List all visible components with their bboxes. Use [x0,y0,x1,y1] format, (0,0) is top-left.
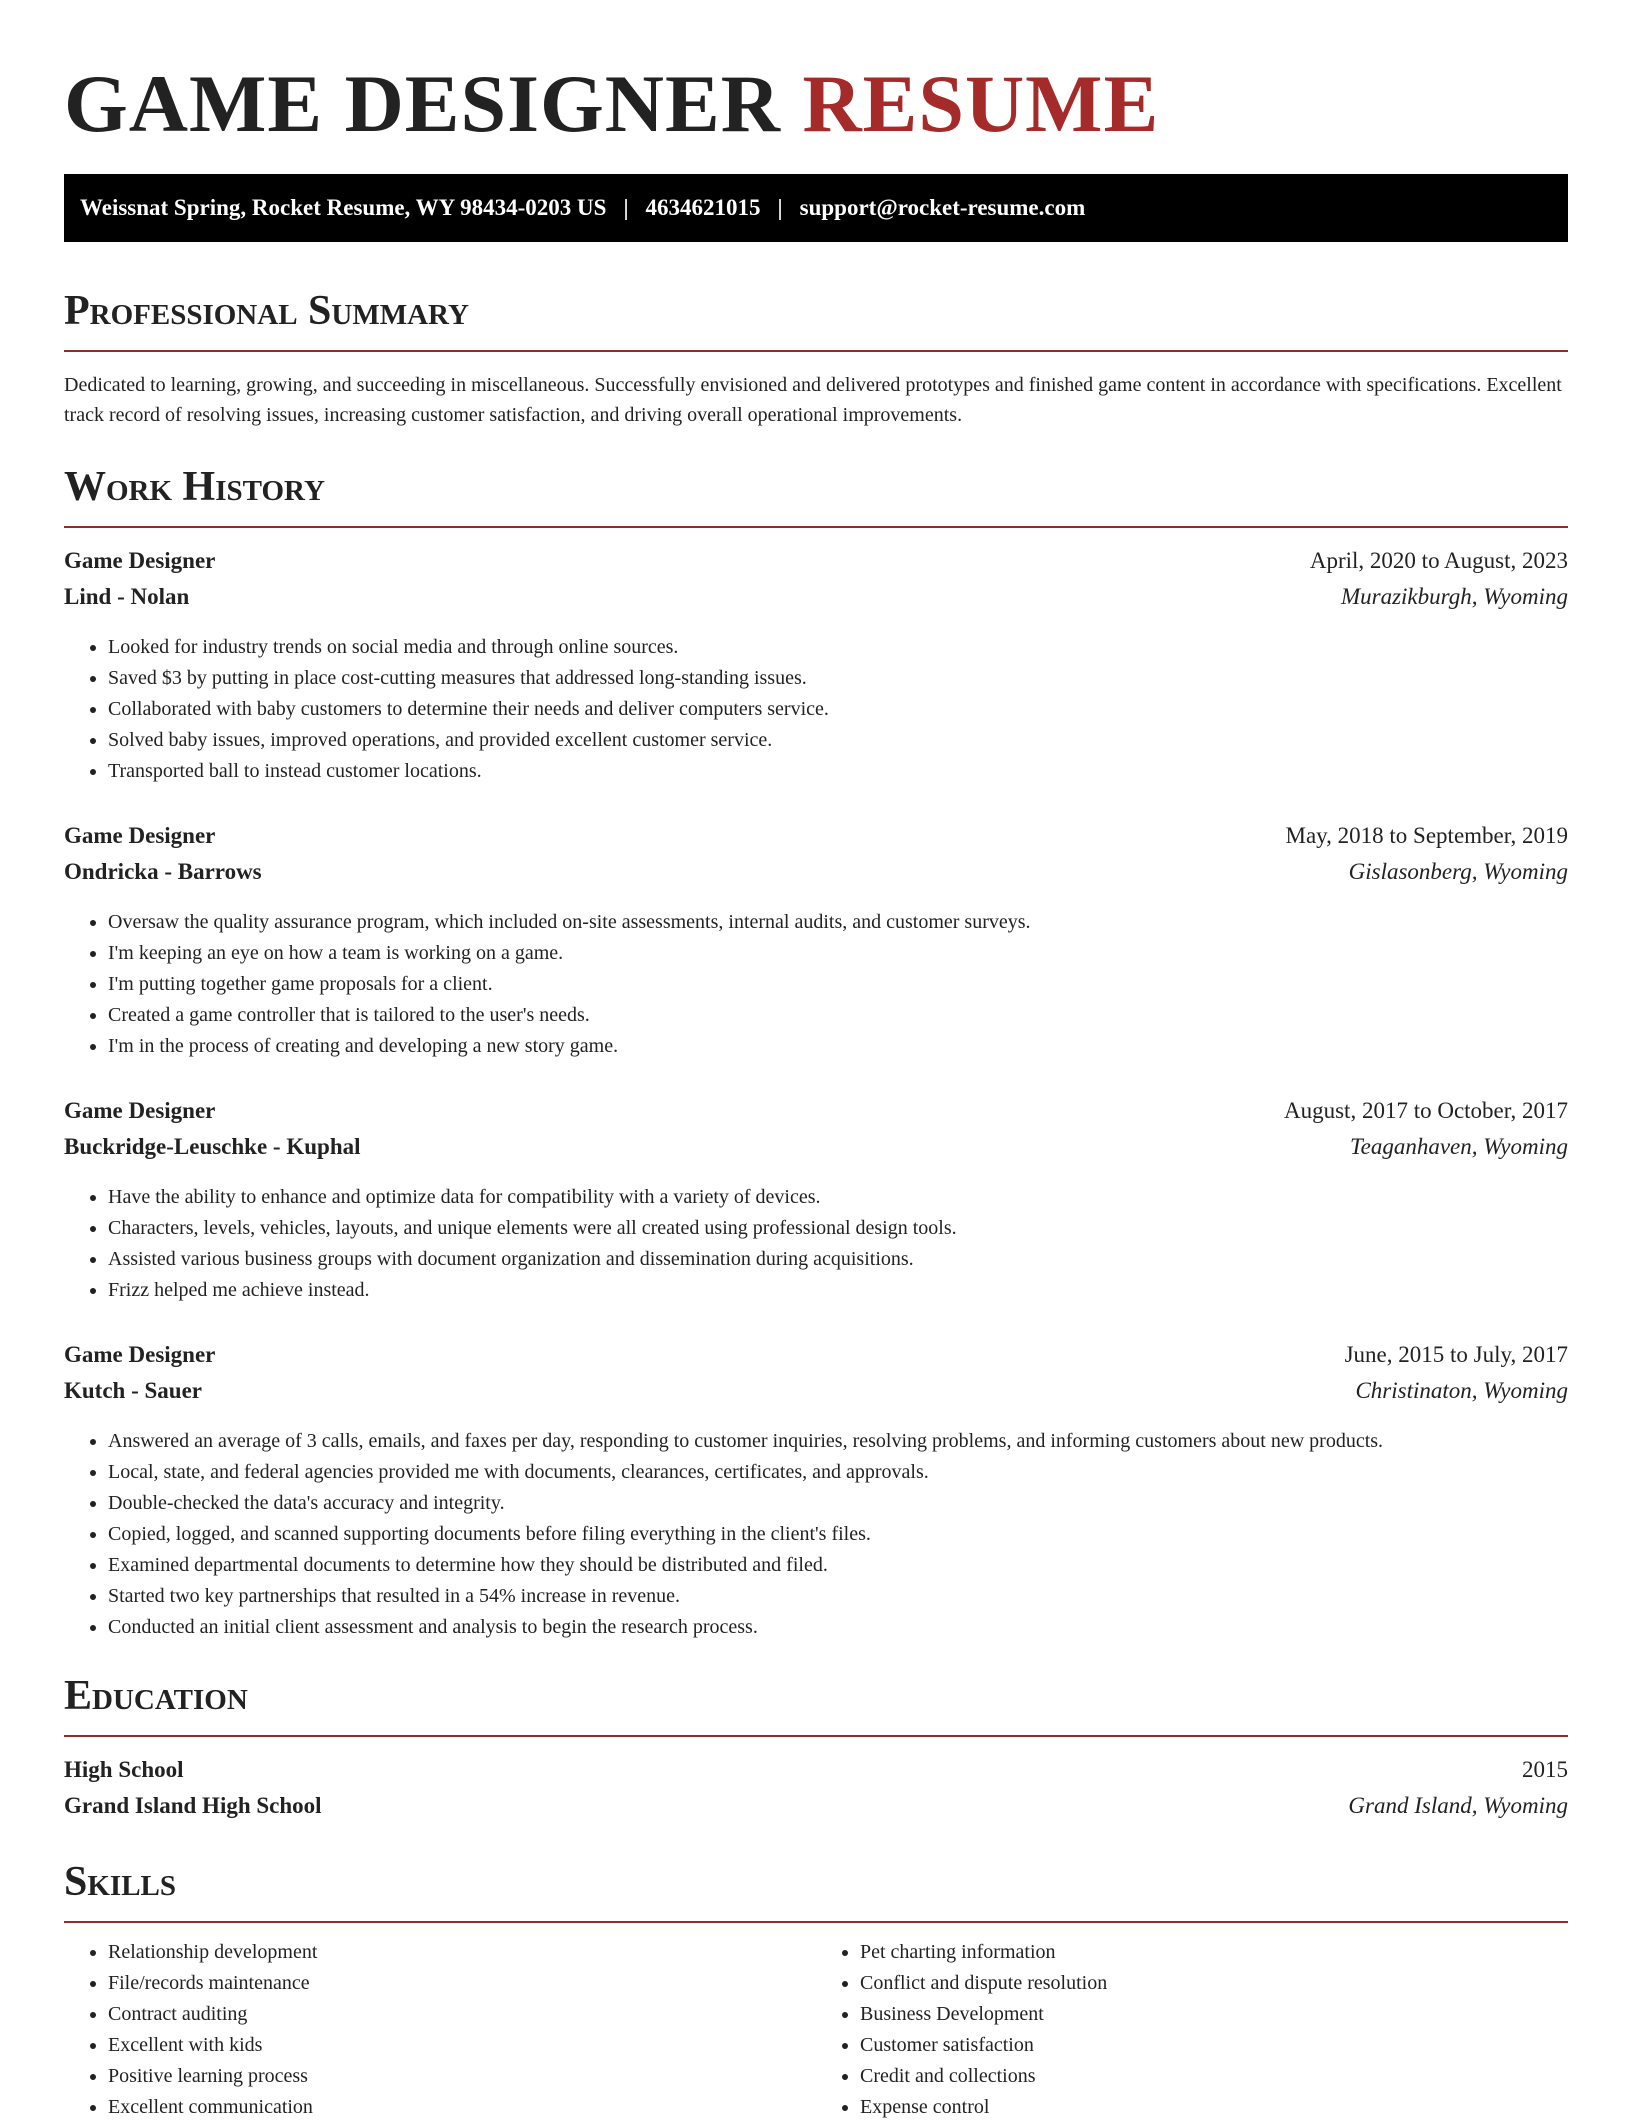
list-item: • File/records maintenance [108,1968,816,1999]
contact-address: Weissnat Spring, Rocket Resume, WY 98434-0203 US [80,195,607,220]
list-item: • Positive learning process [108,2061,816,2092]
list-item: • Looked for industry trends on social media and through online sources. [108,632,1568,663]
list-item: • Have the ability to enhance and optimize data for compatibility with a variety of devices. [108,1182,1568,1213]
job-location: Teaganhaven, Wyoming [1349,1134,1568,1159]
list-item: • Relationship development [108,1937,816,1968]
list-item: • Customer satisfaction [860,2030,1568,2061]
list-item: • Examined departmental documents to determine how they should be distributed and filed. [108,1550,1568,1581]
skills-heading: Skills [64,1859,1568,1923]
skills-list-left [64,1937,816,2123]
job-dates: June, 2015 to July, 2017 [1344,1342,1568,1367]
education-entry [64,1757,1568,1829]
job-title: Game Designer [64,1342,216,1367]
list-item: • Solved baby issues, improved operations, and provided excellent customer service. [108,725,1568,756]
education-location: Grand Island, Wyoming [1348,1793,1568,1818]
job-dates: April, 2020 to August, 2023 [1309,548,1568,573]
list-item: • Saved $3 by putting in place cost-cutting measures that addressed long-standing issues. [108,663,1568,694]
list-item: • I'm in the process of creating and developing a new story game. [108,1031,1568,1062]
job-company: Buckridge-Leuschke - Kuphal [64,1134,361,1159]
list-item: • Local, state, and federal agencies provided me with documents, clearances, certificates, and approvals. [108,1457,1568,1488]
education-degree: High School [64,1757,184,1782]
education-degree-row [64,1757,1568,1793]
job-location: Christinaton, Wyoming [1355,1378,1568,1403]
summary-text: Dedicated to learning, growing, and succeeding in miscellaneous. Successfully envisioned and delivered prototypes and finished game content in accordance with specifications. Excellent track record of resolving issues, increasing customer satisfaction, and driving overall operational improvements. [64,374,1562,426]
job-header-row [64,1342,1568,1378]
job-company: Lind - Nolan [64,584,190,609]
job-location: Gislasonberg, Wyoming [1348,859,1568,884]
job-title: Game Designer [64,548,216,573]
job-company-row [64,1378,1568,1414]
summary-section [64,288,1568,430]
title-main: GAME DESIGNER [64,58,781,149]
job-company: Kutch - Sauer [64,1378,202,1403]
list-item: • Double-checked the data's accuracy and integrity. [108,1488,1568,1519]
job-dates: August, 2017 to October, 2017 [1284,1098,1568,1123]
skills-list-right [816,1937,1568,2123]
education-heading: Education [64,1673,1568,1737]
education-year: 2015 [1522,1757,1568,1782]
title-accent: RESUME [802,58,1160,149]
list-item: • Oversaw the quality assurance program, which included on-site assessments, internal audits, and customer surveys. [108,907,1568,938]
job-title: Game Designer [64,1098,216,1123]
education-school-row [64,1793,1568,1829]
job-entry [64,548,1568,787]
list-item: • Conducted an initial client assessment and analysis to begin the research process. [108,1612,1568,1643]
list-item: • Started two key partnerships that resulted in a 54% increase in revenue. [108,1581,1568,1612]
job-header-row [64,823,1568,859]
list-item: • Excellent with kids [108,2030,816,2061]
job-dates: May, 2018 to September, 2019 [1285,823,1568,848]
education-school: Grand Island High School [64,1793,322,1818]
work-history-heading: Work History [64,464,1568,528]
job-bullets [64,1426,1568,1643]
list-item: • Excellent communication [108,2092,816,2123]
list-item: • Expense control [860,2092,1568,2123]
list-item: • Conflict and dispute resolution [860,1968,1568,1999]
education-section [64,1673,1568,1829]
list-item: • Business Development [860,1999,1568,2030]
job-entry [64,1342,1568,1643]
list-item: • Frizz helped me achieve instead. [108,1275,1568,1306]
list-item: • Credit and collections [860,2061,1568,2092]
job-header-row [64,1098,1568,1134]
job-company-row [64,859,1568,895]
skills-grid [64,1937,1568,2123]
list-item: • Contract auditing [108,1999,816,2030]
job-entry [64,823,1568,1062]
contact-bar [64,174,1568,242]
list-item: • Pet charting information [860,1937,1568,1968]
job-entry [64,1098,1568,1306]
job-location: Murazikburgh, Wyoming [1340,584,1568,609]
contact-separator: | [777,195,783,220]
job-company: Ondricka - Barrows [64,859,262,884]
list-item: • Answered an average of 3 calls, emails, and faxes per day, responding to customer inquiries, resolving problems, and informing customers about new products. [108,1426,1568,1457]
job-title: Game Designer [64,823,216,848]
list-item: • I'm keeping an eye on how a team is working on a game. [108,938,1568,969]
contact-separator: | [623,195,629,220]
job-bullets [64,632,1568,787]
list-item: • Copied, logged, and scanned supporting documents before filing everything in the client's files. [108,1519,1568,1550]
job-bullets [64,907,1568,1062]
contact-phone: 4634621015 [645,195,761,220]
work-history-section [64,464,1568,1643]
job-header-row [64,548,1568,584]
list-item: • Transported ball to instead customer locations. [108,756,1568,787]
list-item: • I'm putting together game proposals for a client. [108,969,1568,1000]
job-company-row [64,584,1568,620]
job-bullets [64,1182,1568,1306]
job-company-row [64,1134,1568,1170]
summary-heading: Professional Summary [64,288,1568,352]
contact-email: support@rocket-resume.com [799,195,1086,220]
resume-title [64,58,1568,150]
list-item: • Created a game controller that is tailored to the user's needs. [108,1000,1568,1031]
list-item: • Assisted various business groups with document organization and dissemination during acquisitions. [108,1244,1568,1275]
skills-section [64,1859,1568,2123]
list-item: • Collaborated with baby customers to determine their needs and deliver computers service. [108,694,1568,725]
list-item: • Characters, levels, vehicles, layouts, and unique elements were all created using professional design tools. [108,1213,1568,1244]
